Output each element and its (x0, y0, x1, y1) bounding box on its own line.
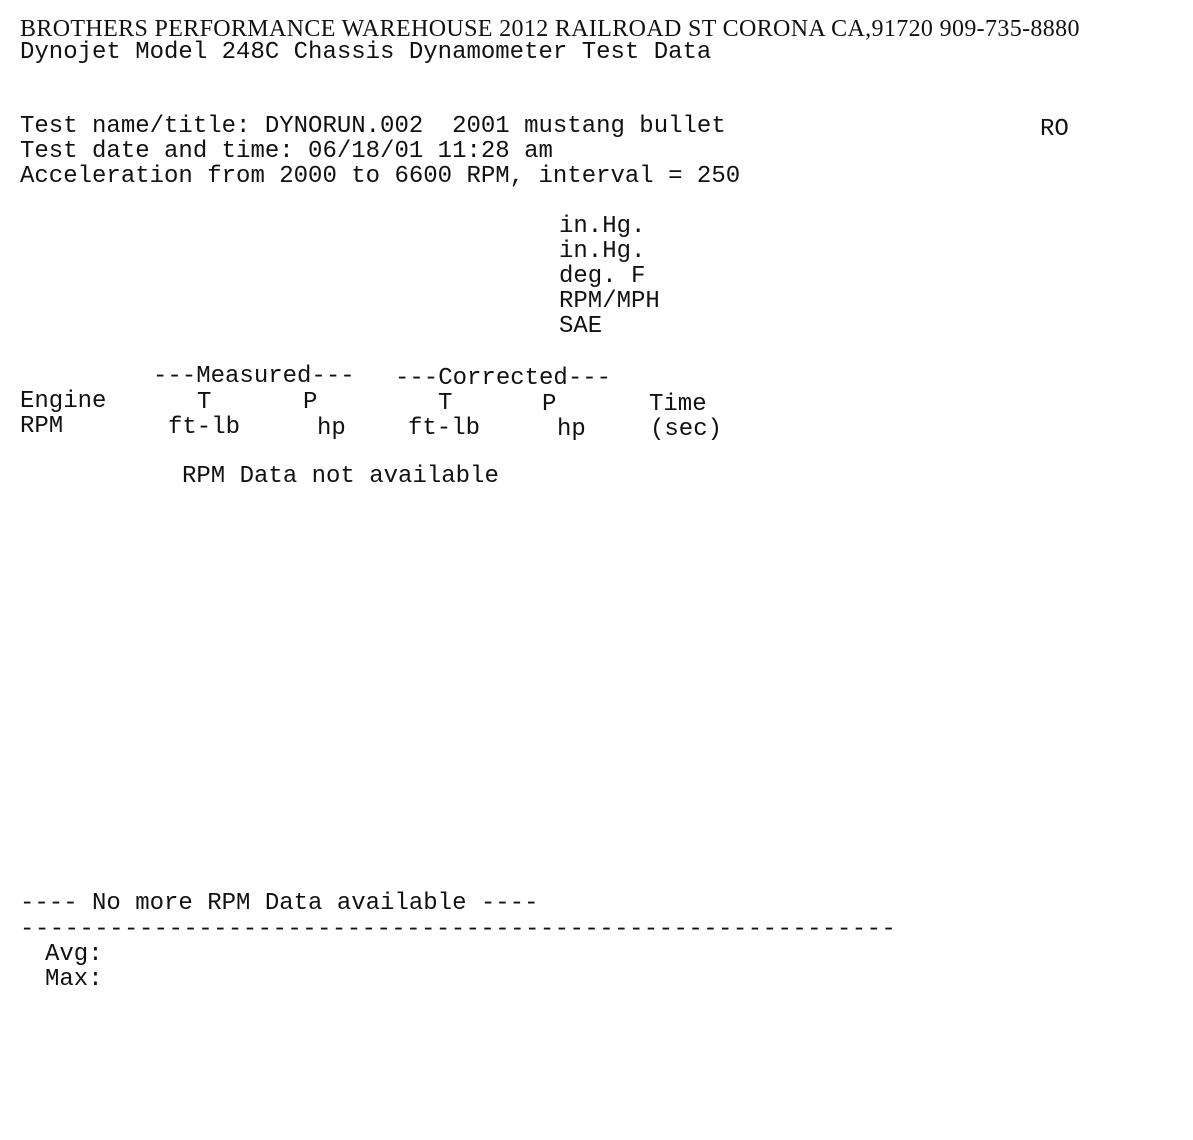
summary-row-avg (0, 941, 103, 968)
condition-unit: RPM/MPH (559, 288, 660, 315)
corrected-group-label: ---Corrected--- (395, 365, 612, 392)
condition-unit: deg. F (559, 263, 646, 290)
shop-header-line: BROTHERS PERFORMANCE WAREHOUSE 2012 RAILROAD ST CORONA CA,91720 909-735-8880 (20, 16, 1080, 42)
measured-torque-unit: ft-lb (168, 414, 241, 441)
condition-unit: in.Hg. (559, 238, 646, 265)
summary-label: Avg: (45, 941, 103, 968)
corrected-power-unit: hp (557, 416, 586, 443)
time-unit: (sec) (650, 416, 723, 443)
separator-line: ----------------------------------------------------------- (20, 916, 897, 943)
measured-torque-header: T (197, 389, 212, 416)
no-data-message: RPM Data not available (182, 463, 499, 490)
end-of-data-message: ---- No more RPM Data available ---- (20, 890, 539, 917)
condition-row (0, 263, 646, 290)
condition-row (0, 213, 646, 240)
rpm-header: RPM (20, 413, 64, 440)
condition-row (0, 238, 646, 265)
corrected-torque-unit: ft-lb (408, 415, 481, 442)
measured-power-unit: hp (317, 415, 346, 442)
test-date-line: Test date and time: 06/18/01 11:28 am (20, 138, 553, 165)
condition-unit: SAE (559, 313, 603, 340)
condition-row (0, 288, 660, 315)
summary-row-max (0, 966, 103, 993)
condition-unit: in.Hg. (559, 213, 646, 240)
time-header: Time (649, 391, 707, 418)
measured-group-label: ---Measured--- (153, 363, 355, 390)
summary-label: Max: (45, 966, 103, 993)
condition-row (0, 313, 603, 340)
measured-power-header: P (303, 389, 318, 416)
operator-initials: RO (1040, 116, 1069, 143)
acceleration-line: Acceleration from 2000 to 6600 RPM, interval = 250 (20, 163, 741, 190)
table-row (0, 463, 499, 490)
engine-header: Engine (20, 388, 107, 415)
corrected-power-header: P (542, 391, 557, 418)
corrected-torque-header: T (438, 390, 453, 417)
test-name-line: Test name/title: DYNORUN.002 2001 mustang bullet (20, 113, 726, 140)
model-header-line: Dynojet Model 248C Chassis Dynamometer Test Data (20, 39, 712, 66)
